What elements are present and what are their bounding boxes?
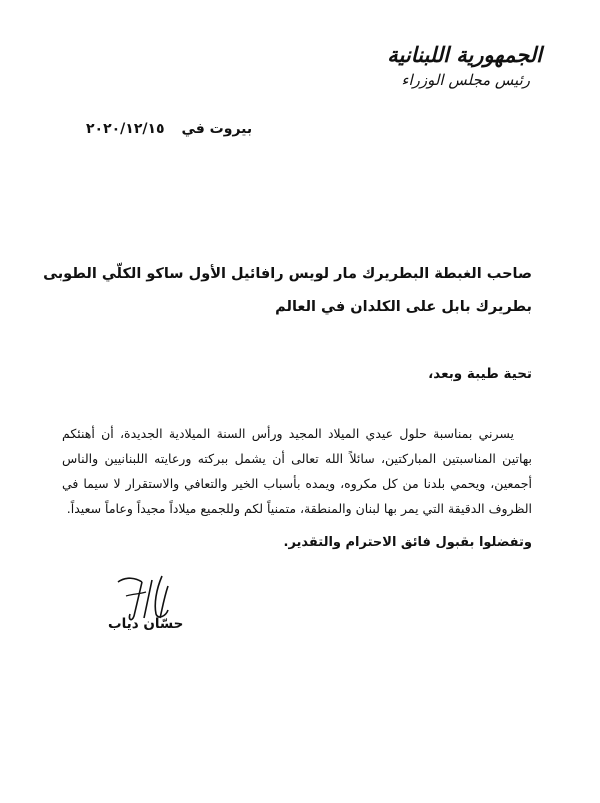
- letterhead-office: رئيس مجلس الوزراء: [401, 71, 530, 89]
- dateline-place: بيروت في: [181, 121, 253, 137]
- letterhead: [382, 42, 542, 90]
- greeting: تحية طيبة وبعد،: [428, 366, 532, 382]
- letter-body: [62, 421, 532, 521]
- signer-name: حسّان دياب: [108, 616, 184, 632]
- addressee-line-1: صاحب الغبطة البطريرك مار لويس رافائيل الأول ساكو الكلّي الطوبى: [43, 266, 532, 282]
- dateline-date: ٢٠٢٠/١٢/١٥: [86, 121, 165, 137]
- dateline: [86, 121, 252, 137]
- closing-line: وتفضلوا بقبول فائق الاحترام والتقدير.: [283, 535, 532, 550]
- letterhead-country: الجمهورية اللبنانية: [387, 42, 542, 67]
- addressee-line-2: بطريرك بابل على الكلدان في العالم: [275, 299, 532, 315]
- addressee: [43, 258, 532, 324]
- body-paragraph: يسرني بمناسبة حلول عيدي الميلاد المجيد ورأس السنة الميلادية الجديدة، أن أهنئكم بهاتين المناسبتين المباركتين، سائلاً الله تعالى أن يشمل ببركته ورعايته اللبنانيين والناس أجمعين، ويحمي بلدنا من كل مكروه، ويمده بأسباب الخير والتعافي والاستقرار لا سيما في الظروف الدقيقة التي يمر بها لبنان والمنطقة، متمنياً لكم وللجميع ميلاداً مجيداً وعاماً سعيداً.: [62, 426, 532, 516]
